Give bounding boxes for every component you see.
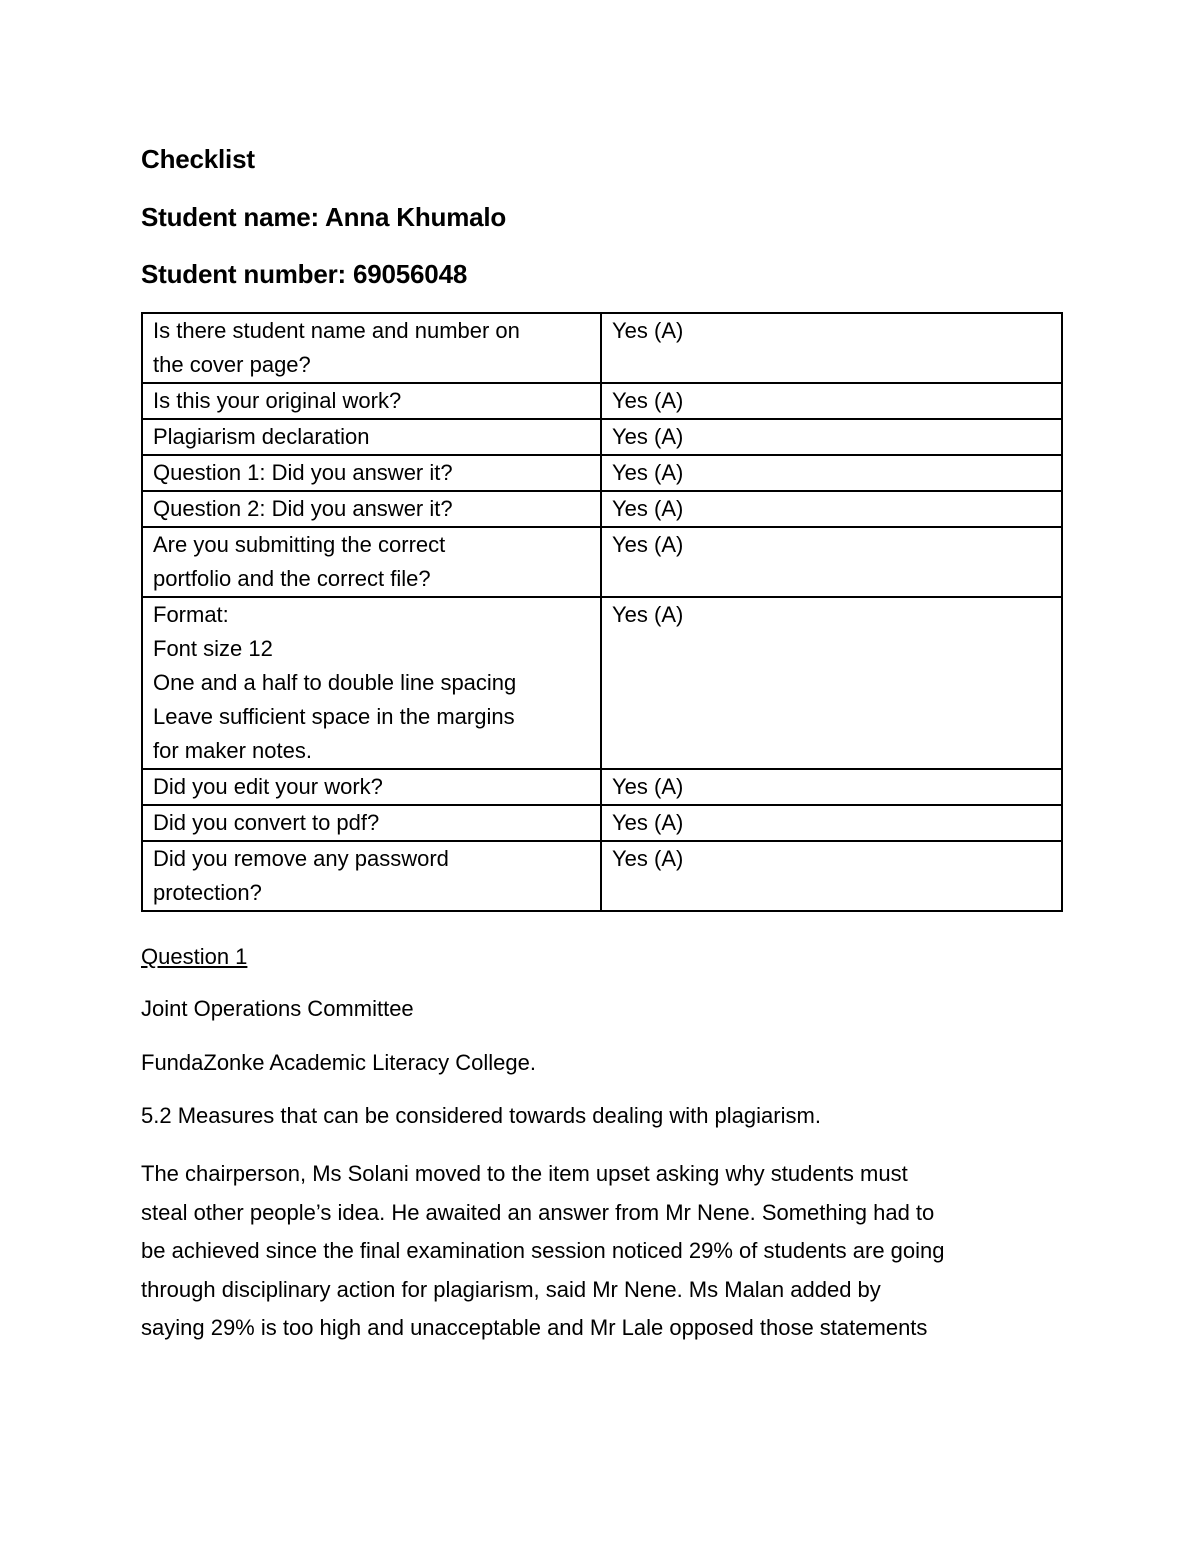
question-line: Did you edit your work? <box>153 774 383 799</box>
question-line: protection? <box>153 880 262 905</box>
checklist-question <box>142 769 601 805</box>
checklist-question <box>142 527 601 597</box>
table-row <box>142 597 1062 769</box>
table-row <box>142 769 1062 805</box>
question-line: Format: <box>153 602 229 627</box>
checklist-answer: Yes (A) <box>601 491 1062 527</box>
question-line: Did you remove any password <box>153 846 449 871</box>
table-row <box>142 455 1062 491</box>
checklist-title: Checklist <box>141 144 255 174</box>
college-name: FundaZonke Academic Literacy College. <box>141 1050 536 1075</box>
checklist-question <box>142 383 601 419</box>
question-1-heading: Question 1 <box>141 944 248 969</box>
question-line: Question 2: Did you answer it? <box>153 496 453 521</box>
paragraph-line: through disciplinary action for plagiarism, said Mr Nene. Ms Malan added by <box>141 1276 881 1302</box>
question-line: Font size 12 <box>153 636 273 661</box>
question-line: the cover page? <box>153 352 311 377</box>
table-row <box>142 491 1062 527</box>
table-row <box>142 383 1062 419</box>
question-line: Is this your original work? <box>153 388 402 413</box>
question-line: One and a half to double line spacing <box>153 670 517 695</box>
checklist-question <box>142 805 601 841</box>
paragraph-line: The chairperson, Ms Solani moved to the item upset asking why students must <box>141 1161 908 1186</box>
checklist-answer: Yes (A) <box>601 313 1062 383</box>
table-row <box>142 841 1062 911</box>
student-name: Student name: Anna Khumalo <box>141 202 507 232</box>
paragraph-line: saying 29% is too high and unacceptable and Mr Lale opposed those statements <box>141 1315 928 1340</box>
question-line: portfolio and the correct file? <box>153 566 431 591</box>
student-number: Student number: 69056048 <box>141 259 468 289</box>
checklist-question <box>142 597 601 769</box>
checklist-answer: Yes (A) <box>601 841 1062 911</box>
question-line: Did you convert to pdf? <box>153 810 380 835</box>
checklist-answer: Yes (A) <box>601 597 1062 769</box>
checklist-answer: Yes (A) <box>601 805 1062 841</box>
table-row <box>142 527 1062 597</box>
question-line: Plagiarism declaration <box>153 424 370 449</box>
checklist-answer: Yes (A) <box>601 455 1062 491</box>
checklist-table <box>141 312 1063 912</box>
question-line: Are you submitting the correct <box>153 532 446 557</box>
paragraph-line: steal other people’s idea. He awaited an answer from Mr Nene. Something had to <box>141 1199 935 1225</box>
checklist-answer: Yes (A) <box>601 769 1062 805</box>
checklist-answer: Yes (A) <box>601 383 1062 419</box>
checklist-question <box>142 455 601 491</box>
checklist-question <box>142 491 601 527</box>
table-row <box>142 313 1062 383</box>
paragraph-line: be achieved since the final examination session noticed 29% of students are going <box>141 1238 945 1263</box>
checklist-answer: Yes (A) <box>601 419 1062 455</box>
committee-name: Joint Operations Committee <box>141 996 414 1021</box>
table-row <box>142 419 1062 455</box>
checklist-question <box>142 841 601 911</box>
question-line: for maker notes. <box>153 738 312 763</box>
question-line: Leave sufficient space in the margins <box>153 704 515 729</box>
body-paragraph <box>141 1155 1071 1348</box>
checklist-question <box>142 419 601 455</box>
question-line: Question 1: Did you answer it? <box>153 460 453 485</box>
table-row <box>142 805 1062 841</box>
section-title: 5.2 Measures that can be considered towards dealing with plagiarism. <box>141 1103 821 1128</box>
checklist-answer: Yes (A) <box>601 527 1062 597</box>
question-line: Is there student name and number on <box>153 318 520 343</box>
checklist-question <box>142 313 601 383</box>
